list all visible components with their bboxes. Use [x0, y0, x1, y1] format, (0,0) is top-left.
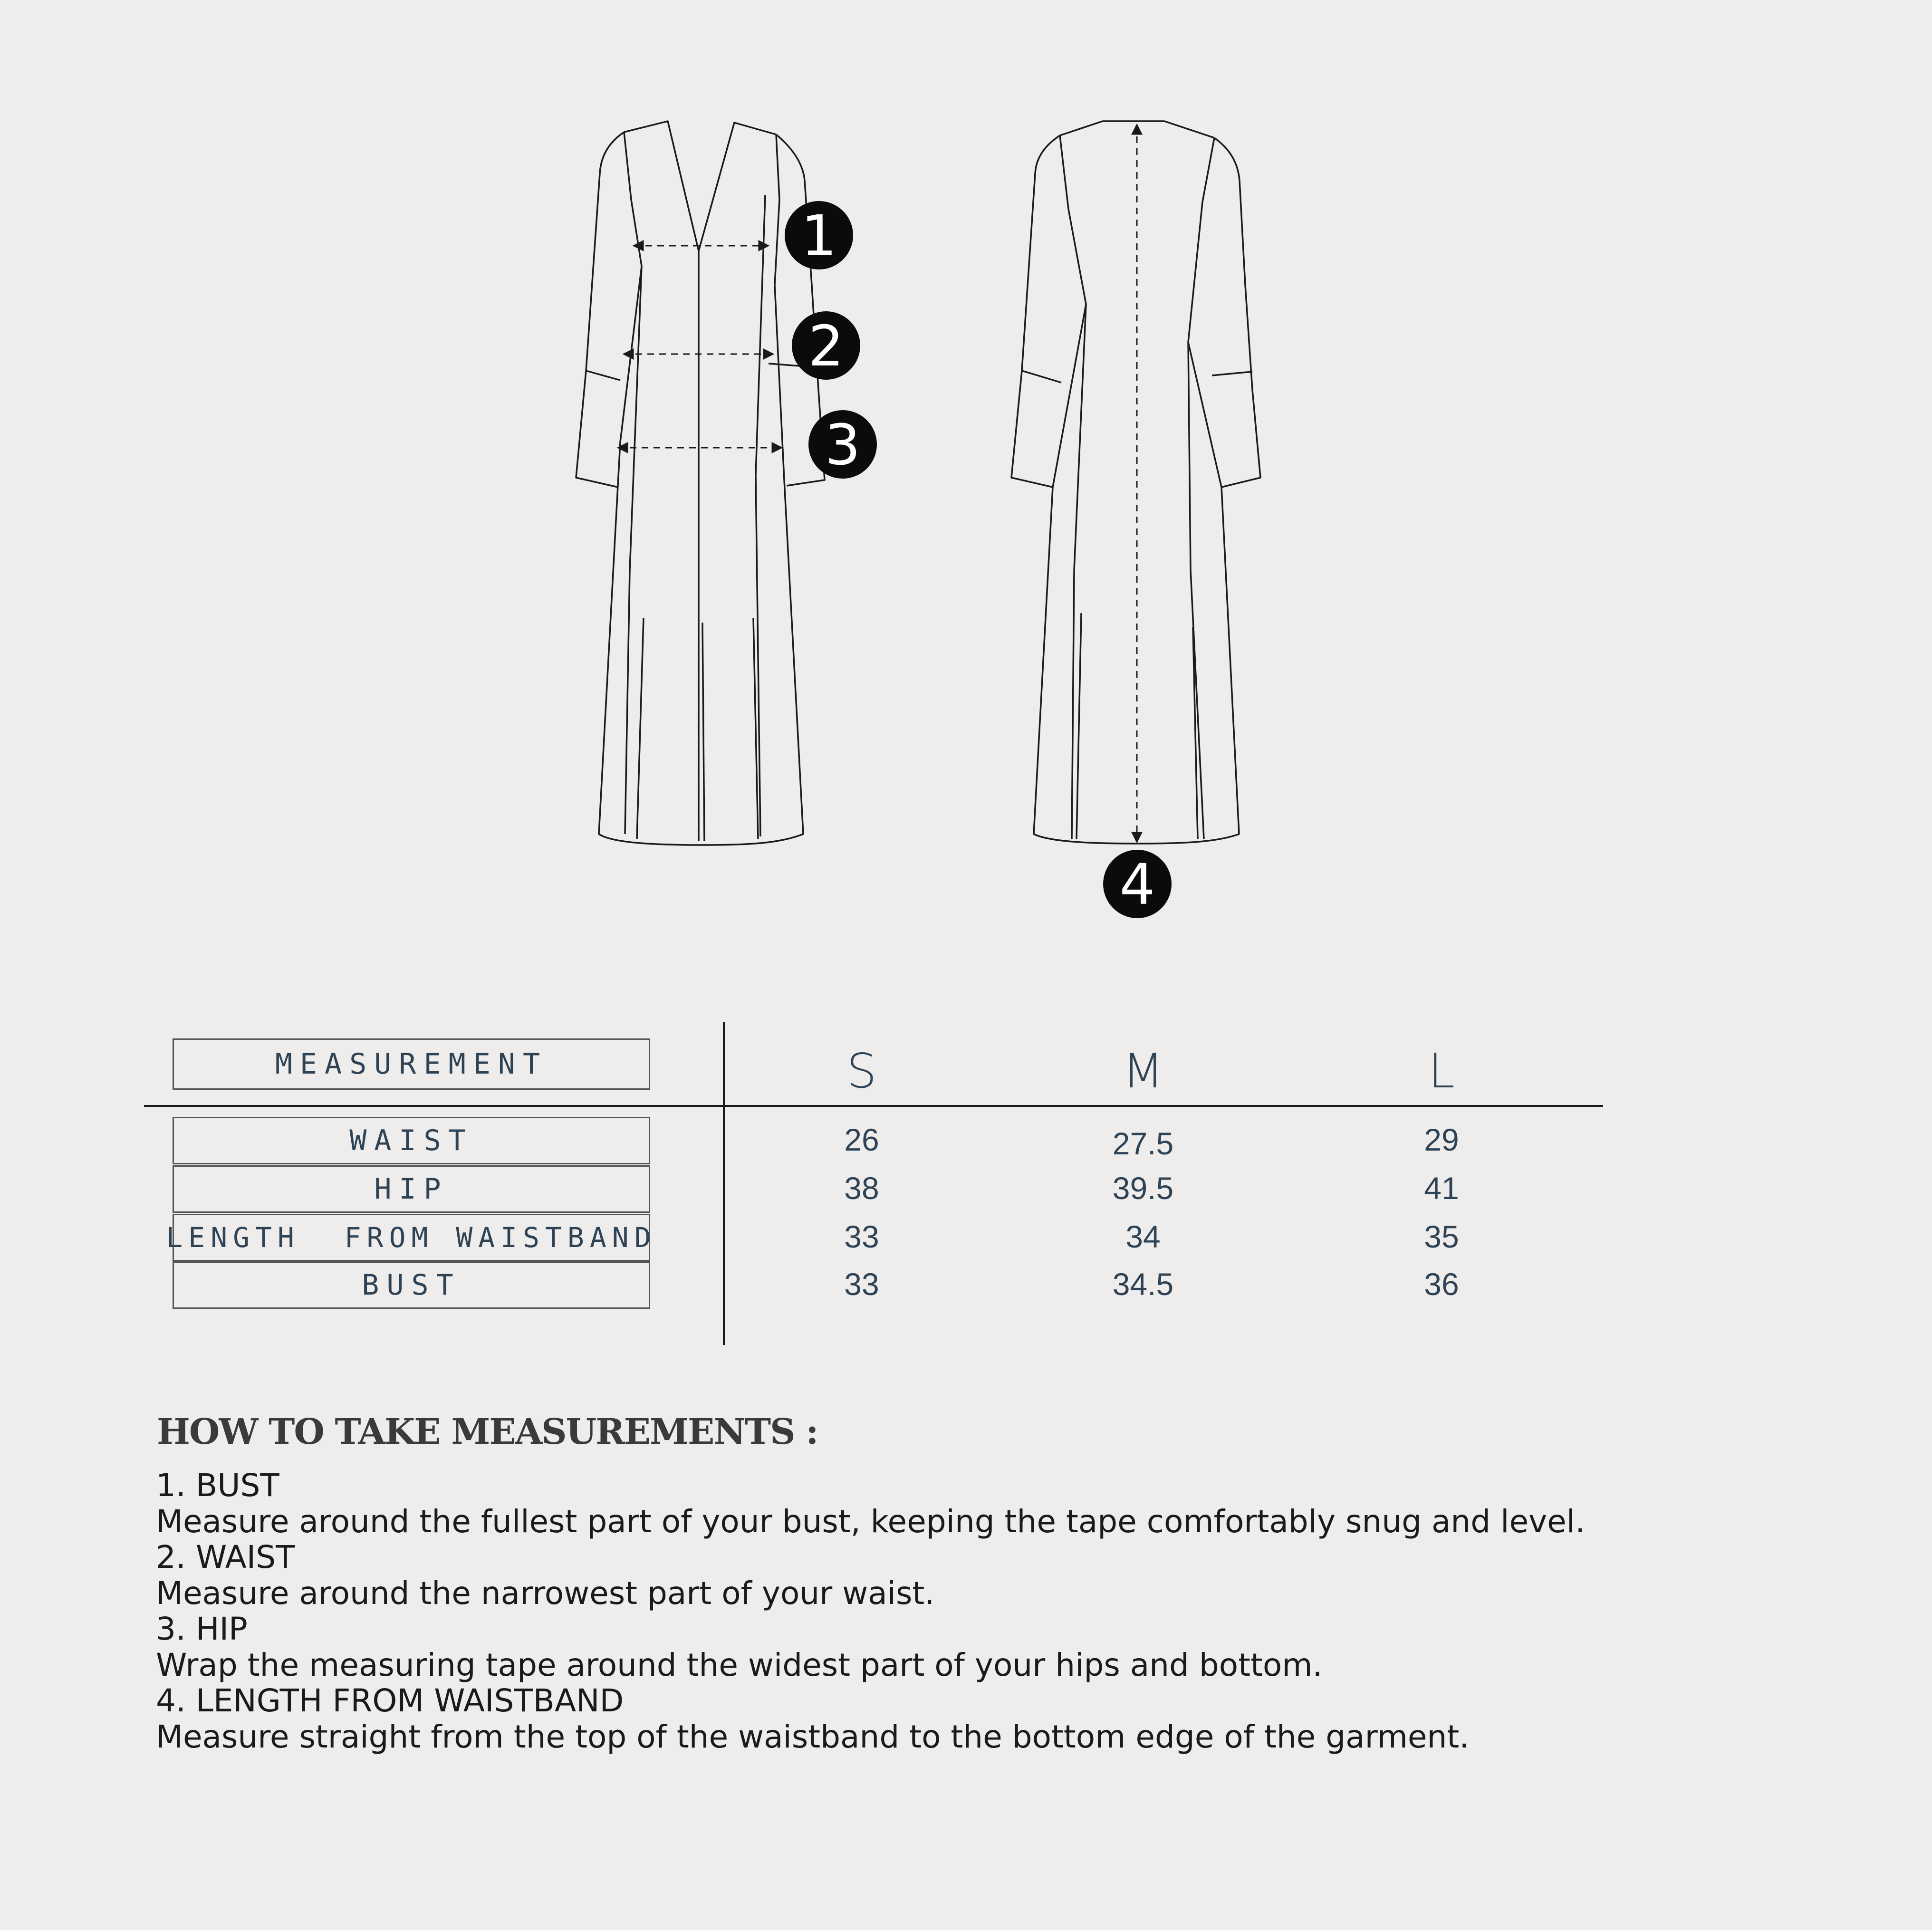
marker-4-label: 4 [1119, 852, 1155, 917]
size-header-m: M [1122, 1043, 1164, 1099]
marker-1 [785, 201, 853, 269]
cell-hip-s: 38 [844, 1171, 879, 1206]
marker-2 [792, 311, 860, 380]
cell-waist-l: 29 [1424, 1122, 1459, 1157]
cell-length-l: 35 [1424, 1219, 1459, 1254]
cell-bust-l: 36 [1424, 1267, 1459, 1302]
cell-length-s: 33 [844, 1219, 879, 1254]
cell-bust-m: 34.5 [1112, 1267, 1174, 1302]
step-2-heading: 2. WAIST [156, 1539, 295, 1575]
instructions-list [156, 1468, 1819, 1755]
size-header-s: S [846, 1043, 877, 1099]
step-3-heading: 3. HIP [156, 1611, 248, 1647]
row-label-waist: WAIST [173, 1117, 650, 1164]
row-label-bust: BUST [173, 1261, 650, 1309]
table-vertical-divider [723, 1022, 725, 1345]
measurement-header-label: MEASUREMENT [173, 1038, 650, 1090]
row-label-length-from-waistband: LENGTH FROM WAISTBAND [173, 1214, 650, 1261]
step-4-text: Measure straight from the top of the waistband to the bottom edge of the garment. [156, 1718, 1470, 1755]
marker-3-label: 3 [825, 412, 861, 478]
cell-hip-m: 39.5 [1112, 1171, 1174, 1206]
size-header-l: L [1428, 1043, 1455, 1099]
step-1-text: Measure around the fullest part of your bust, keeping the tape comfortably snug and level. [156, 1503, 1586, 1540]
step-4-heading: 4. LENGTH FROM WAISTBAND [156, 1682, 624, 1719]
table-header-divider [144, 1105, 1603, 1107]
step-1-heading: 1. BUST [156, 1467, 279, 1504]
cell-hip-l: 41 [1424, 1171, 1459, 1206]
cell-waist-m: 27.5 [1112, 1126, 1174, 1161]
dress-back-view [1011, 121, 1260, 844]
marker-4 [1103, 850, 1172, 918]
step-3-text: Wrap the measuring tape around the widest part of your hips and bottom. [156, 1646, 1323, 1683]
step-2-text: Measure around the narrowest part of your waist. [156, 1575, 935, 1612]
cell-waist-s: 26 [844, 1122, 879, 1157]
cell-bust-s: 33 [844, 1267, 879, 1302]
marker-1-label: 1 [801, 203, 837, 269]
row-label-hip: HIP [173, 1165, 650, 1213]
marker-3 [808, 410, 877, 479]
cell-length-m: 34 [1125, 1219, 1161, 1254]
marker-2-label: 2 [808, 313, 844, 379]
instructions-title: HOW TO TAKE MEASUREMENTS : [157, 1411, 818, 1452]
